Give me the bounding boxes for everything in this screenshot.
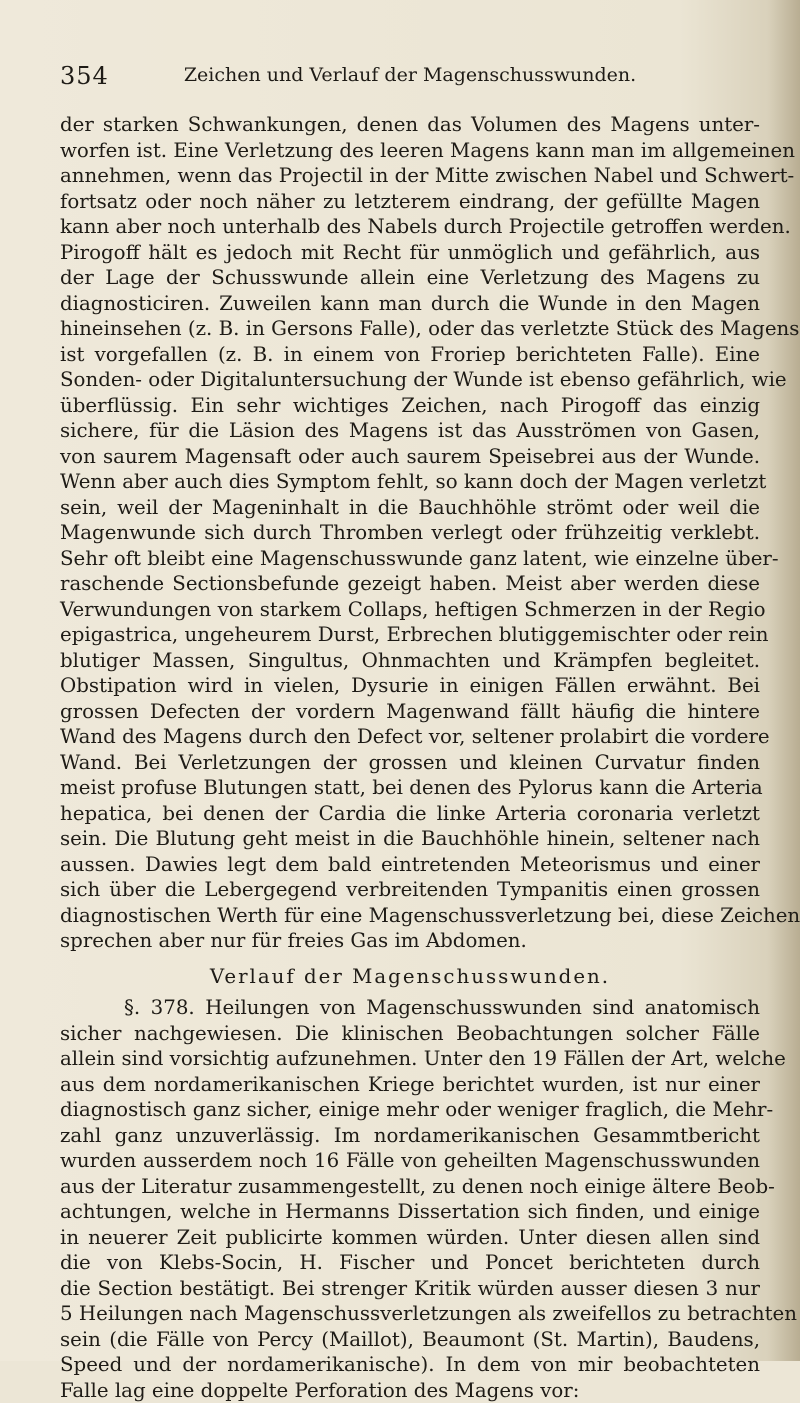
text-line: Speed und der nordamerikanische). In dem von mir beobachteten	[60, 1352, 760, 1378]
text-line: sein. Die Blutung geht meist in die Bauchhöhle hinein, seltener nach	[60, 826, 760, 852]
text-line: sich über die Lebergegend verbreitenden Tympanitis einen grossen	[60, 877, 760, 903]
text-line: epigastrica, ungeheurem Durst, Erbrechen blutiggemischter oder rein	[60, 622, 760, 648]
text-line: worfen ist. Eine Verletzung des leeren Magens kann man im allgemeinen	[60, 138, 760, 164]
text-line: blutiger Massen, Singultus, Ohnmachten und Krämpfen begleitet.	[60, 648, 760, 674]
text-line: die Section bestätigt. Bei strenger Kritik würden ausser diesen 3 nur	[60, 1276, 760, 1302]
text-line: hineinsehen (z. B. in Gersons Falle), oder das verletzte Stück des Magens	[60, 316, 760, 342]
text-line: Wand des Magens durch den Defect vor, seltener prolabirt die vordere	[60, 724, 760, 750]
text-line: sichere, für die Läsion des Magens ist das Ausströmen von Gasen,	[60, 418, 760, 444]
text-line: Obstipation wird in vielen, Dysurie in einigen Fällen erwähnt. Bei	[60, 673, 760, 699]
running-title: Zeichen und Verlauf der Magenschusswunden.	[60, 64, 760, 86]
text-line: zahl ganz unzuverlässig. Im nordamerikanischen Gesammtbericht	[60, 1123, 760, 1149]
section-title: Verlauf der Magenschusswunden.	[60, 964, 760, 990]
paragraph-1	[60, 112, 760, 954]
text-line: annehmen, wenn das Projectil in der Mitte zwischen Nabel und Schwert-	[60, 163, 760, 189]
text-line: §. 378. Heilungen von Magenschusswunden sind anatomisch	[60, 995, 760, 1021]
text-line: 5 Heilungen nach Magenschussverletzungen als zweifellos zu betrachten	[60, 1301, 760, 1327]
text-line: Verwundungen von starkem Collaps, heftigen Schmerzen in der Regio	[60, 597, 760, 623]
text-line: überflüssig. Ein sehr wichtiges Zeichen, nach Pirogoff das einzig	[60, 393, 760, 419]
text-line: fortsatz oder noch näher zu letzterem eindrang, der gefüllte Magen	[60, 189, 760, 215]
text-line: Pirogoff hält es jedoch mit Recht für unmöglich und gefährlich, aus	[60, 240, 760, 266]
text-line: der Lage der Schusswunde allein eine Verletzung des Magens zu	[60, 265, 760, 291]
text-line: sicher nachgewiesen. Die klinischen Beobachtungen solcher Fälle	[60, 1021, 760, 1047]
text-line: Wenn aber auch dies Symptom fehlt, so kann doch der Magen verletzt	[60, 469, 760, 495]
text-line: grossen Defecten der vordern Magenwand fällt häufig die hintere	[60, 699, 760, 725]
text-line: diagnostisch ganz sicher, einige mehr oder weniger fraglich, die Mehr-	[60, 1097, 760, 1123]
text-line: ist vorgefallen (z. B. in einem von Froriep berichteten Falle). Eine	[60, 342, 760, 368]
text-line: aus dem nordamerikanischen Kriege berichtet wurden, ist nur einer	[60, 1072, 760, 1098]
text-line: aus der Literatur zusammengestellt, zu denen noch einige ältere Beob-	[60, 1174, 760, 1200]
text-line: diagnostischen Werth für eine Magenschussverletzung bei, diese Zeichen	[60, 903, 760, 929]
text-line: der starken Schwankungen, denen das Volumen des Magens unter-	[60, 112, 760, 138]
text-line: raschende Sectionsbefunde gezeigt haben. Meist aber werden diese	[60, 571, 760, 597]
text-line: hepatica, bei denen der Cardia die linke Arteria coronaria verletzt	[60, 801, 760, 827]
text-line: meist profuse Blutungen statt, bei denen des Pylorus kann die Arteria	[60, 775, 760, 801]
text-line: wurden ausserdem noch 16 Fälle von geheilten Magenschusswunden	[60, 1148, 760, 1174]
page-header	[60, 62, 760, 94]
paragraph-2	[60, 995, 760, 1403]
text-line: diagnosticiren. Zuweilen kann man durch die Wunde in den Magen	[60, 291, 760, 317]
text-line: Wand. Bei Verletzungen der grossen und kleinen Curvatur finden	[60, 750, 760, 776]
body-text	[60, 112, 760, 1403]
text-line: sprechen aber nur für freies Gas im Abdomen.	[60, 928, 760, 954]
text-line: in neuerer Zeit publicirte kommen würden. Unter diesen allen sind	[60, 1225, 760, 1251]
text-line: achtungen, welche in Hermanns Dissertation sich finden, und einige	[60, 1199, 760, 1225]
text-line: die von Klebs-Socin, H. Fischer und Poncet berichteten durch	[60, 1250, 760, 1276]
text-line: sein, weil der Mageninhalt in die Bauchhöhle strömt oder weil die	[60, 495, 760, 521]
text-line: von saurem Magensaft oder auch saurem Speisebrei aus der Wunde.	[60, 444, 760, 470]
text-line: Magenwunde sich durch Thromben verlegt oder frühzeitig verklebt.	[60, 520, 760, 546]
text-line: Sehr oft bleibt eine Magenschusswunde ganz latent, wie einzelne über-	[60, 546, 760, 572]
text-line: Sonden- oder Digitaluntersuchung der Wunde ist ebenso gefährlich, wie	[60, 367, 760, 393]
text-line: sein (die Fälle von Percy (Maillot), Beaumont (St. Martin), Baudens,	[60, 1327, 760, 1353]
text-line: Falle lag eine doppelte Perforation des Magens vor:	[60, 1378, 760, 1403]
text-line: kann aber noch unterhalb des Nabels durch Projectile getroffen werden.	[60, 214, 760, 240]
text-line: aussen. Dawies legt dem bald eintretenden Meteorismus und einer	[60, 852, 760, 878]
text-line: allein sind vorsichtig aufzunehmen. Unter den 19 Fällen der Art, welche	[60, 1046, 760, 1072]
page-number: 354	[60, 62, 109, 90]
